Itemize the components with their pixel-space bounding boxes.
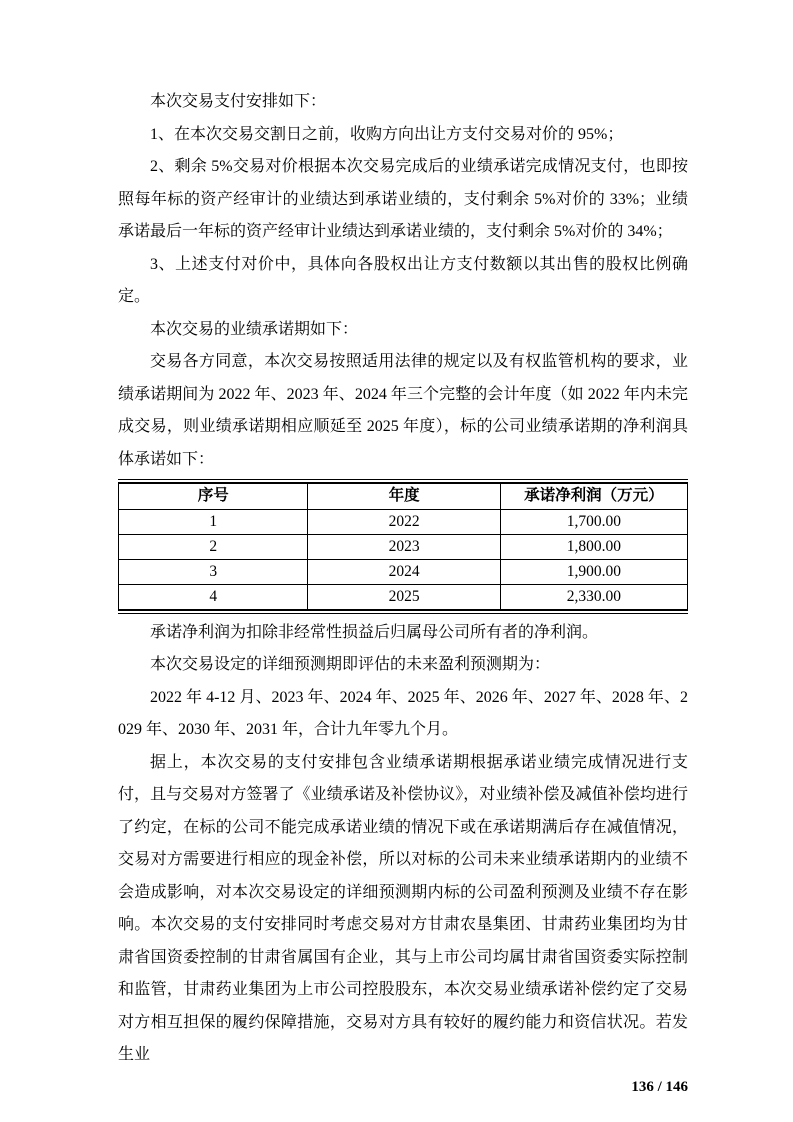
table-row <box>119 509 688 534</box>
table-cell-profit: 1,900.00 <box>500 559 687 584</box>
table-row <box>119 534 688 559</box>
paragraph-compensation-analysis: 据上，本次交易的支付安排包含业绩承诺期根据承诺业绩完成情况进行支付，且与交易对方签署了《业绩承诺及补偿协议》，对业绩补偿及减值补偿均进行了约定，在标的公司不能完成承诺业绩的情况下或在承诺期满后存在减值情况，交易对方需要进行相应的现金补偿，所以对标的公司未来业绩承诺期内的业绩不会造成影响，对本次交易设定的详细预测期内标的公司盈利预测及业绩不存在影响。本次交易的支付安排同时考虑交易对方甘肃农垦集团、甘肃药业集团均为甘肃省国资委控制的甘肃省属国有企业，其与上市公司均属甘肃省国资委实际控制和监管，甘肃药业集团为上市公司控股股东，本次交易业绩承诺补偿约定了交易对方相互担保的履约保障措施，交易对方具有较好的履约能力和资信状况。若发生业 <box>118 753 688 1063</box>
paragraph-net-profit-definition: 承诺净利润为扣除非经常性损益后归属母公司所有者的净利润。 <box>150 623 599 641</box>
table-header-year: 年度 <box>308 483 500 509</box>
table-cell-seq: 1 <box>119 509 308 534</box>
paragraph-payment-item-3: 3、上述支付对价中，具体向各股权出让方支付数额以其出售的股权比例确定。 <box>118 255 688 305</box>
table-row <box>119 559 688 584</box>
paragraph-commitment-period-intro: 本次交易的业绩承诺期如下： <box>150 320 359 338</box>
table-header-row <box>119 483 688 509</box>
table-cell-year: 2024 <box>308 559 500 584</box>
table-cell-seq: 2 <box>119 534 308 559</box>
table-cell-seq: 4 <box>119 584 308 610</box>
table-row <box>119 584 688 610</box>
paragraph-payment-item-1: 1、在本次交易交割日之前，收购方向出让方支付交易对价的 95%； <box>150 125 624 143</box>
paragraph-commitment-period-detail: 交易各方同意，本次交易按照适用法律的规定以及有权监管机构的要求，业绩承诺期间为 2022 年、2023 年、2024 年三个完整的会计年度（如 2022 年内未完成交易，则业绩承诺期相应顺延至 2025 年度），标的公司业绩承诺期的净利润具体承诺如下： <box>118 353 688 468</box>
table-header-seq: 序号 <box>119 483 308 509</box>
page-number: 136 / 146 <box>631 1078 688 1095</box>
profit-commitment-table-wrapper <box>118 479 688 614</box>
table-header-profit: 承诺净利润（万元） <box>500 483 687 509</box>
table-cell-profit: 2,330.00 <box>500 584 687 610</box>
table-cell-year: 2023 <box>308 534 500 559</box>
profit-commitment-table <box>118 482 688 611</box>
paragraph-forecast-period-intro: 本次交易设定的详细预测期即评估的未来盈利预测期为： <box>150 656 551 673</box>
table-cell-profit: 1,800.00 <box>500 534 687 559</box>
table-cell-year: 2022 <box>308 509 500 534</box>
table-cell-seq: 3 <box>119 559 308 584</box>
paragraph-forecast-period-years: 2022 年 4-12 月、2023 年、2024 年、2025 年、2026 年、2027 年、2028 年、2029 年、2030 年、2031 年，合计九年零九个月。 <box>118 688 688 738</box>
paragraph-payment-item-2: 2、剩余 5%交易对价根据本次交易完成后的业绩承诺完成情况支付，也即按照每年标的资产经审计的业绩达到承诺业绩的，支付剩余 5%对价的 33%；业绩承诺最后一年标的资产经审计业绩达到承诺业绩的，支付剩余 5%对价的 34%； <box>118 158 688 240</box>
table-cell-year: 2025 <box>308 584 500 610</box>
paragraph-payment-intro: 本次交易支付安排如下： <box>150 93 327 110</box>
table-cell-profit: 1,700.00 <box>500 509 687 534</box>
